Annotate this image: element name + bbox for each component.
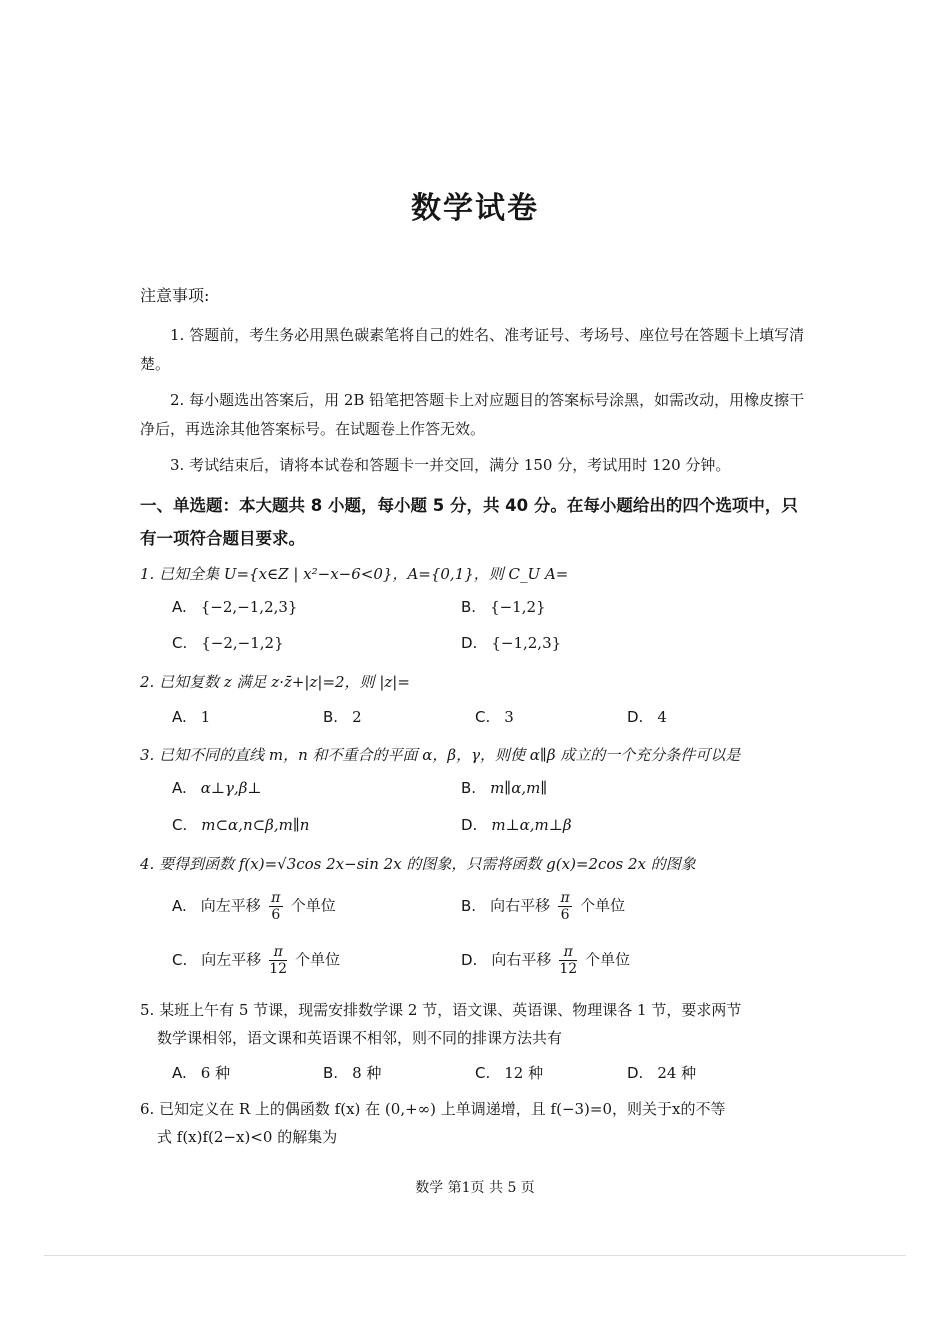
option-label: D.	[627, 708, 644, 726]
question-stem	[140, 1095, 815, 1151]
option-b	[323, 708, 362, 726]
option-post: 个单位	[585, 950, 631, 969]
option-d	[461, 944, 630, 977]
question-stem	[140, 850, 815, 878]
notice-heading: 注意事项:	[140, 286, 210, 305]
question-stem	[140, 668, 815, 696]
option-text: m⊥α,m⊥β	[491, 816, 572, 834]
option-text: 3	[504, 708, 514, 726]
question-stem	[140, 996, 815, 1052]
option-text: {−1,2,3}	[491, 634, 562, 652]
question-text-continued: 数学课相邻，语文课和英语课不相邻，则不同的排课方法共有	[157, 1029, 563, 1047]
option-pre: 向右平移	[491, 950, 552, 969]
option-c	[172, 816, 309, 834]
question-text: 3. 已知不同的直线 m，n 和不重合的平面 α，β，γ，则使 α∥β 成立的一个充分条件可以是	[140, 746, 741, 764]
option-label: C.	[475, 708, 491, 726]
option-a	[172, 779, 262, 797]
fraction-numerator: π	[271, 890, 281, 906]
option-label: B.	[323, 708, 339, 726]
fraction-denominator: 6	[560, 907, 570, 923]
option-label: D.	[627, 1064, 644, 1082]
option-text: 4	[657, 708, 667, 726]
page-footer: 数学 第1页 共 5 页	[415, 1180, 535, 1196]
option-d	[461, 816, 572, 834]
question-stem	[140, 741, 815, 769]
option-a	[172, 1062, 230, 1083]
option-b	[323, 1062, 381, 1083]
option-text: 6 种	[200, 1064, 231, 1082]
option-pre: 向左平移	[201, 950, 262, 969]
option-post: 个单位	[295, 950, 341, 969]
option-label: C.	[172, 816, 188, 834]
option-text: {−2,−1,2,3}	[200, 598, 298, 616]
option-c	[172, 944, 340, 977]
option-label: B.	[461, 779, 477, 797]
fraction	[269, 890, 283, 923]
question-text: 1. 已知全集 U={x∈Z | x²−x−6<0}，A={0,1}，则 C_U A=	[140, 565, 569, 583]
option-d	[461, 634, 561, 652]
fraction-denominator: 12	[559, 961, 578, 977]
option-a	[172, 708, 210, 726]
option-b	[461, 779, 547, 797]
option-text: 12 种	[504, 1064, 544, 1082]
option-label: B.	[323, 1064, 339, 1082]
fraction	[559, 944, 577, 977]
scan-edge-divider	[44, 1255, 906, 1256]
option-a	[172, 598, 297, 616]
option-label: B.	[461, 598, 477, 616]
fraction-denominator: 6	[271, 907, 281, 923]
page-title: 数学试卷	[411, 191, 539, 226]
option-text: α⊥γ,β⊥	[200, 779, 262, 797]
option-label: B.	[461, 896, 477, 915]
option-post: 个单位	[290, 896, 336, 915]
option-pre: 向左平移	[200, 896, 261, 915]
option-label: A.	[172, 779, 187, 797]
section-heading: 一、单选题：本大题共 8 小题，每小题 5 分，共 40 分。在每小题给出的四个选项中，只有一项符合题目要求。	[140, 496, 798, 548]
question-text: 5. 某班上午有 5 节课，现需安排数学课 2 节，语文课、英语课、物理课各 1 节，要求两节	[140, 1001, 742, 1019]
notice-item: 2. 每小题选出答案后，用 2B 铅笔把答题卡上对应题目的答案标号涂黑，如需改动，用橡皮擦干净后，再选涂其他答案标号。在试题卷上作答无效。	[140, 391, 805, 438]
option-text: m∥α,m∥	[490, 779, 548, 797]
option-label: A.	[172, 598, 187, 616]
option-text: {−1,2}	[490, 598, 546, 616]
option-label: A.	[172, 896, 187, 915]
fraction-denominator: 12	[269, 961, 288, 977]
option-label: C.	[172, 634, 188, 652]
option-c	[475, 708, 514, 726]
fraction	[558, 890, 572, 923]
option-text: {−2,−1,2}	[201, 634, 284, 652]
option-d	[627, 1062, 696, 1083]
question-text-continued: 式 f(x)f(2−x)<0 的解集为	[157, 1128, 338, 1146]
notice-item: 3. 考试结束后，请将本试卷和答题卡一并交回，满分 150 分，考试用时 120 分钟。	[170, 456, 731, 474]
option-c	[475, 1062, 543, 1083]
question-text: 4. 要得到函数 f(x)=√3cos 2x−sin 2x 的图象，只需将函数 g(x)=2cos 2x 的图象	[140, 855, 696, 873]
option-text: 24 种	[657, 1064, 697, 1082]
option-label: D.	[461, 950, 478, 969]
question-text: 2. 已知复数 z 满足 z·z̄+|z|=2，则 |z|=	[140, 673, 410, 691]
option-d	[627, 708, 667, 726]
option-label: A.	[172, 1064, 187, 1082]
option-text: m⊂α,n⊂β,m∥n	[201, 816, 310, 834]
option-label: C.	[475, 1064, 491, 1082]
notice-item: 1. 答题前，考生务必用黑色碳素笔将自己的姓名、准考证号、考场号、座位号在答题卡上填写清楚。	[140, 326, 805, 373]
option-text: 1	[200, 708, 211, 726]
fraction-numerator: π	[273, 944, 283, 960]
option-pre: 向右平移	[490, 896, 551, 915]
option-a	[172, 890, 336, 923]
option-text: 8 种	[352, 1064, 382, 1082]
option-text: 2	[352, 708, 362, 726]
option-post: 个单位	[580, 896, 626, 915]
question-text: 6. 已知定义在 R 上的偶函数 f(x) 在 (0,+∞) 上单调递增，且 f(−3)=0，则关于x的不等	[140, 1100, 726, 1118]
option-b	[461, 890, 625, 923]
option-c	[172, 634, 284, 652]
option-label: A.	[172, 708, 187, 726]
fraction-numerator: π	[560, 890, 570, 906]
question-stem	[140, 560, 815, 588]
option-label: C.	[172, 950, 188, 969]
option-b	[461, 598, 546, 616]
option-label: D.	[461, 816, 478, 834]
option-label: D.	[461, 634, 478, 652]
fraction-numerator: π	[563, 944, 573, 960]
fraction	[269, 944, 287, 977]
